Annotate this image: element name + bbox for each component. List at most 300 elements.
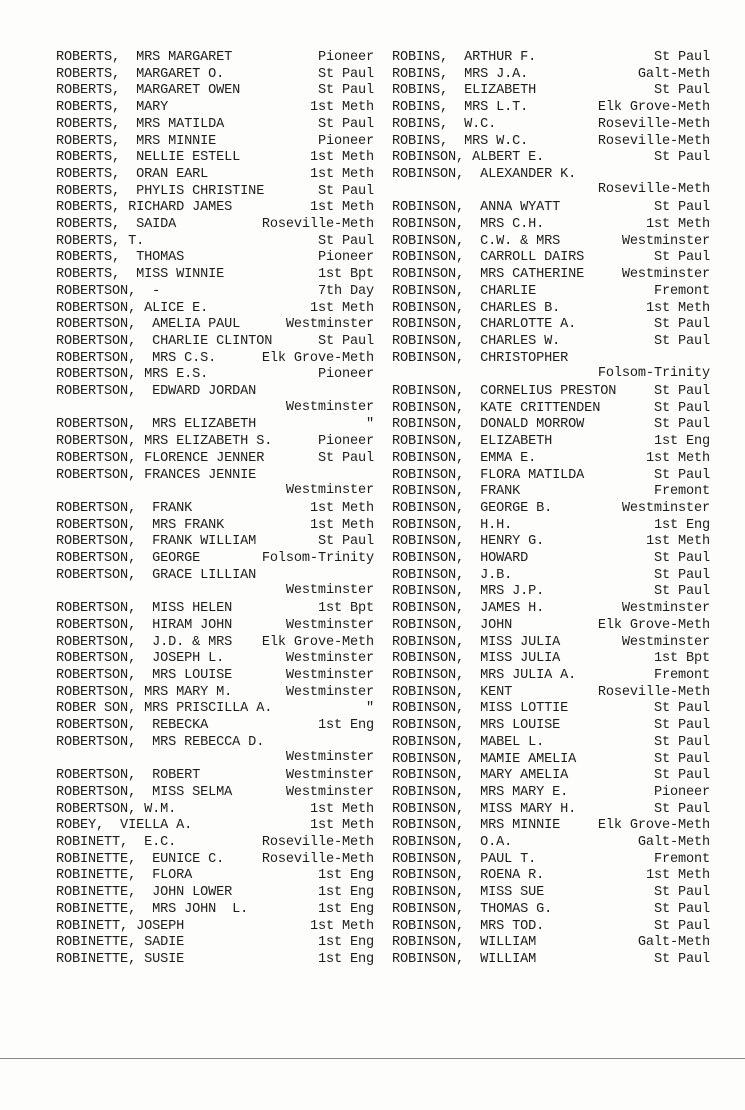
list-item	[56, 417, 374, 434]
entry-name: ROBINSON, H.H.	[392, 517, 513, 533]
list-item	[392, 618, 710, 635]
entry-place: St Paul	[653, 150, 710, 166]
entry-name: ROBINSON, HENRY G.	[392, 534, 545, 550]
list-item	[56, 351, 374, 368]
entry-name: ROBERTS, PHYLIS CHRISTINE	[56, 183, 265, 199]
entry-name: ROBERTSON, MRS ELIZABETH	[56, 417, 257, 433]
entry-name: ROBINETT, E.C.	[56, 834, 177, 850]
entry-name: ROBINSON, THOMAS G.	[392, 901, 553, 917]
entry-place: 7th Day	[317, 283, 374, 299]
list-item	[392, 685, 710, 702]
entry-place: St Paul	[653, 885, 710, 901]
entry-name: ROBINSON, CHARLIE	[392, 283, 537, 299]
list-item	[56, 384, 374, 417]
entry-place: St Paul	[653, 951, 710, 967]
entry-name: ROBINSON, CHARLES B.	[392, 300, 561, 316]
entry-place: Pioneer	[317, 367, 374, 383]
list-item	[392, 50, 710, 67]
list-item	[56, 468, 374, 501]
list-item	[392, 868, 710, 885]
list-item	[392, 401, 710, 418]
list-item	[56, 852, 374, 869]
entry-place: St Paul	[653, 83, 710, 99]
entry-name: ROBINSON, O.A.	[392, 835, 513, 851]
list-item	[392, 484, 710, 501]
list-item	[392, 518, 710, 535]
list-item	[56, 885, 374, 902]
entry-name: ROBINSON, MRS TOD.	[392, 918, 545, 934]
entry-place: 1st Bpt	[317, 601, 374, 617]
entry-place: 1st Meth	[309, 300, 374, 316]
entry-place: Roseville-Meth	[261, 217, 374, 233]
list-item	[56, 217, 374, 234]
entry-name: ROBINETT, JOSEPH	[56, 918, 185, 934]
entry-place: Fremont	[653, 283, 710, 299]
list-item	[392, 802, 710, 819]
list-item	[56, 534, 374, 551]
entry-name: ROBINETTE, FLORA	[56, 868, 193, 884]
entry-name: ROBERTSON, -	[56, 283, 161, 299]
entry-place: Galt-Meth	[637, 935, 710, 951]
list-item	[56, 635, 374, 652]
entry-place: 1st Meth	[309, 100, 374, 116]
list-item	[56, 919, 374, 936]
entry-place: "	[365, 417, 374, 433]
list-item	[392, 67, 710, 84]
list-item	[392, 83, 710, 100]
entry-name: ROBEY, VIELLA A.	[56, 818, 193, 834]
entry-name: ROBINSON, J.B.	[392, 567, 513, 583]
entry-place: Pioneer	[317, 133, 374, 149]
list-item	[56, 67, 374, 84]
list-item	[392, 735, 710, 752]
entry-name: ROBERTS, ORAN EARL	[56, 166, 209, 182]
entry-place: Elk Grove-Meth	[597, 100, 710, 116]
bottom-rule	[0, 1058, 745, 1059]
entry-name: ROBERTS, MARGARET OWEN	[56, 83, 241, 99]
list-item	[392, 301, 710, 318]
entry-name: ROBERTSON, MRS FRANK	[56, 517, 225, 533]
entry-place: "	[365, 701, 374, 717]
entry-name: ROBINSON, JOHN	[392, 617, 513, 633]
entry-name: ROBINS, W.C.	[392, 116, 497, 132]
list-item	[392, 718, 710, 735]
entry-name: ROBERTSON, MRS C.S.	[56, 350, 217, 366]
entry-place: 1st Eng	[653, 517, 710, 533]
entry-place: St Paul	[653, 384, 710, 400]
list-item	[56, 768, 374, 785]
entry-name: ROBINSON, CHARLES W.	[392, 333, 561, 349]
list-item	[392, 351, 710, 384]
entry-place: Pioneer	[653, 784, 710, 800]
list-item	[392, 635, 710, 652]
list-item	[392, 785, 710, 802]
entry-name: ROBERTSON, CHARLIE CLINTON	[56, 333, 273, 349]
list-item	[392, 100, 710, 117]
list-item	[392, 117, 710, 134]
entry-place: St Paul	[653, 801, 710, 817]
entry-name: ROBINSON, MRS MARY E.	[392, 784, 569, 800]
entry-place: 1st Meth	[309, 818, 374, 834]
entry-name: ROBINSON, C.W. & MRS	[392, 233, 561, 249]
entry-name: ROBERTSON, JOSEPH L.	[56, 651, 225, 667]
entry-name: ROBINS, MRS J.A.	[392, 66, 529, 82]
entry-place: Roseville-Meth	[261, 834, 374, 850]
left-column	[56, 50, 374, 969]
entry-place: Westminster	[621, 601, 710, 617]
entry-name: ROBERTSON, ROBERT	[56, 768, 201, 784]
entry-name: ROBINSON, PAUL T.	[392, 851, 537, 867]
entry-name: ROBINSON, MISS LOTTIE	[392, 701, 569, 717]
entry-name: ROBERTSON, J.D. & MRS	[56, 634, 233, 650]
entry-name: ROBERTSON, W.M.	[56, 801, 177, 817]
list-item	[392, 952, 710, 969]
entry-name: ROBERTSON, MRS REBECCA D.	[56, 734, 265, 750]
entry-place: 1st Eng	[317, 901, 374, 917]
entry-place: St Paul	[317, 116, 374, 132]
entry-place: 1st Meth	[645, 868, 710, 884]
list-item	[392, 434, 710, 451]
entry-name: ROBINSON, MISS SUE	[392, 885, 545, 901]
entry-place: Elk Grove-Meth	[597, 617, 710, 633]
entry-place: Westminster	[285, 483, 374, 499]
list-item	[392, 584, 710, 601]
list-item	[56, 50, 374, 67]
entry-place: St Paul	[653, 250, 710, 266]
list-item	[392, 451, 710, 468]
list-item	[392, 334, 710, 351]
entry-name: ROBERTS, T.	[56, 233, 145, 249]
entry-place: 1st Eng	[317, 935, 374, 951]
entry-place: Elk Grove-Meth	[261, 350, 374, 366]
entry-name: ROBERTSON, FRANK WILLIAM	[56, 534, 257, 550]
entry-name: ROBER SON, MRS PRISCILLA A.	[56, 701, 273, 717]
list-item	[392, 267, 710, 284]
entry-place: Westminster	[285, 784, 374, 800]
entry-place: Westminster	[285, 684, 374, 700]
entry-name: ROBINS, MRS W.C.	[392, 133, 529, 149]
entry-name: ROBERTS, MRS MINNIE	[56, 133, 217, 149]
entry-place: 1st Meth	[309, 200, 374, 216]
entry-place: Westminster	[621, 267, 710, 283]
entry-name: ROBERTS, MRS MATILDA	[56, 116, 225, 132]
list-item	[392, 417, 710, 434]
entry-place: Galt-Meth	[637, 835, 710, 851]
entry-place: St Paul	[653, 317, 710, 333]
entry-place: Elk Grove-Meth	[597, 818, 710, 834]
entry-name: ROBERTS, MARGARET O.	[56, 66, 225, 82]
list-item	[56, 618, 374, 635]
list-item	[392, 835, 710, 852]
entry-name: ROBINSON, JAMES H.	[392, 601, 545, 617]
entry-place: Folsom-Trinity	[261, 551, 374, 567]
entry-name: ROBERTS, MRS MARGARET	[56, 50, 233, 65]
list-item	[56, 518, 374, 535]
list-item	[392, 768, 710, 785]
entry-place: St Paul	[317, 534, 374, 550]
list-item	[392, 501, 710, 518]
list-item	[392, 468, 710, 485]
entry-place: St Paul	[317, 183, 374, 199]
list-item	[56, 718, 374, 735]
entry-place: 1st Bpt	[317, 267, 374, 283]
list-item	[392, 551, 710, 568]
entry-place: Fremont	[653, 851, 710, 867]
list-item	[56, 83, 374, 100]
entry-place: Fremont	[653, 484, 710, 500]
entry-name: ROBERTSON, MRS LOUISE	[56, 667, 233, 683]
entry-place: Roseville-Meth	[597, 684, 710, 700]
entry-name: ROBERTSON, FRANK	[56, 500, 193, 516]
entry-name: ROBINSON, ELIZABETH	[392, 434, 553, 450]
entry-place: St Paul	[317, 333, 374, 349]
entry-name: ROBINSON, KENT	[392, 684, 513, 700]
entry-place: St Paul	[653, 333, 710, 349]
list-item	[56, 568, 374, 601]
entry-name: ROBERTSON, GRACE LILLIAN	[56, 567, 257, 583]
list-item	[56, 150, 374, 167]
entry-name: ROBINSON, MRS J.P.	[392, 584, 545, 600]
list-item	[56, 117, 374, 134]
list-item	[392, 852, 710, 869]
list-item	[56, 835, 374, 852]
entry-name: ROBINETTE, EUNICE C.	[56, 851, 225, 867]
list-item	[392, 384, 710, 401]
entry-place: Roseville-Meth	[261, 851, 374, 867]
entry-place: St Paul	[317, 233, 374, 249]
list-item	[56, 818, 374, 835]
list-item	[392, 217, 710, 234]
entry-place: St Paul	[653, 467, 710, 483]
list-item	[56, 234, 374, 251]
entry-name: ROBINS, ELIZABETH	[392, 83, 537, 99]
list-item	[56, 367, 374, 384]
entry-place: 1st Meth	[309, 150, 374, 166]
entry-place: Westminster	[285, 617, 374, 633]
entry-place: 1st Meth	[645, 300, 710, 316]
entry-name: ROBINSON, WILLIAM	[392, 935, 537, 951]
list-item	[56, 501, 374, 518]
entry-place: 1st Meth	[309, 500, 374, 516]
entry-place: St Paul	[653, 567, 710, 583]
entry-place: St Paul	[653, 400, 710, 416]
list-item	[392, 818, 710, 835]
list-item	[56, 952, 374, 969]
entry-name: ROBERTSON, HIRAM JOHN	[56, 617, 233, 633]
entry-name: ROBINSON, CARROLL DAIRS	[392, 250, 585, 266]
list-item	[56, 802, 374, 819]
entry-name: ROBINSON, MRS MINNIE	[392, 818, 561, 834]
list-item	[56, 334, 374, 351]
list-item	[56, 735, 374, 768]
entry-place: Roseville-Meth	[597, 133, 710, 149]
entry-place: Pioneer	[317, 250, 374, 266]
entry-name: ROBERTSON, EDWARD JORDAN	[56, 384, 257, 400]
list-item	[56, 100, 374, 117]
list-item	[56, 785, 374, 802]
entry-name: ROBINSON, EMMA E.	[392, 450, 537, 466]
list-item	[56, 134, 374, 151]
list-item	[392, 701, 710, 718]
right-column	[392, 50, 710, 969]
entry-name: ROBINSON, MRS C.H.	[392, 217, 545, 233]
entry-place: 1st Eng	[317, 718, 374, 734]
list-item	[392, 601, 710, 618]
entry-name: ROBINSON, MISS JULIA	[392, 634, 561, 650]
entry-name: ROBERTS, MARY	[56, 100, 169, 116]
list-item	[392, 134, 710, 151]
entry-place: St Paul	[653, 718, 710, 734]
entry-name: ROBINSON, DONALD MORROW	[392, 417, 585, 433]
entry-place: Elk Grove-Meth	[261, 634, 374, 650]
list-item	[56, 250, 374, 267]
list-item	[56, 317, 374, 334]
entry-name: ROBERTSON, REBECKA	[56, 718, 209, 734]
entry-place: St Paul	[653, 901, 710, 917]
list-item	[56, 701, 374, 718]
entry-place: 1st Meth	[645, 534, 710, 550]
list-item	[392, 668, 710, 685]
entry-name: ROBINSON, WILLIAM	[392, 951, 537, 967]
list-item	[56, 868, 374, 885]
list-item	[56, 301, 374, 318]
list-item	[392, 534, 710, 551]
list-item	[56, 668, 374, 685]
entry-name: ROBINSON, KATE CRITTENDEN	[392, 400, 601, 416]
entry-name: ROBERTSON, MRS MARY M.	[56, 684, 233, 700]
list-item	[56, 167, 374, 184]
entry-name: ROBERTS, MISS WINNIE	[56, 267, 225, 283]
entry-name: ROBINETTE, JOHN LOWER	[56, 885, 233, 901]
list-item	[392, 234, 710, 251]
entry-place: Westminster	[621, 500, 710, 516]
entry-name: ROBERTSON, MISS HELEN	[56, 601, 233, 617]
entry-name: ROBERTSON, MRS ELIZABETH S.	[56, 434, 273, 450]
entry-place: St Paul	[653, 734, 710, 750]
entry-place: Pioneer	[317, 434, 374, 450]
entry-place: St Paul	[653, 50, 710, 65]
entry-place: St Paul	[653, 701, 710, 717]
entry-name: ROBINSON, CORNELIUS PRESTON	[392, 384, 617, 400]
entry-place: Westminster	[621, 634, 710, 650]
entry-name: ROBINSON, CHRISTOPHER	[392, 350, 569, 366]
list-item	[392, 902, 710, 919]
entry-place: Roseville-Meth	[597, 182, 710, 198]
entry-place: Roseville-Meth	[597, 116, 710, 132]
list-item	[392, 150, 710, 167]
entry-place: St Paul	[653, 584, 710, 600]
entry-place: Fremont	[653, 667, 710, 683]
entry-name: ROBINETTE, SUSIE	[56, 951, 185, 967]
list-item	[392, 317, 710, 334]
entry-place: St Paul	[317, 83, 374, 99]
entry-name: ROBINS, ARTHUR F.	[392, 50, 537, 65]
entry-place: Westminster	[285, 651, 374, 667]
entry-name: ROBINSON, MISS JULIA	[392, 651, 561, 667]
list-item	[56, 451, 374, 468]
list-item	[56, 184, 374, 201]
entry-name: ROBINSON, MRS CATHERINE	[392, 267, 585, 283]
entry-name: ROBINSON, MISS MARY H.	[392, 801, 577, 817]
entry-name: ROBINSON, GEORGE B.	[392, 500, 553, 516]
list-item	[392, 250, 710, 267]
entry-name: ROBERTSON, AMELIA PAUL	[56, 317, 241, 333]
list-item	[56, 284, 374, 301]
list-item	[56, 200, 374, 217]
entry-place: Pioneer	[317, 50, 374, 65]
list-item	[56, 935, 374, 952]
entry-name: ROBINSON, ALBERT E.	[392, 150, 545, 166]
entry-name: ROBINETTE, MRS JOHN L.	[56, 901, 249, 917]
entry-place: St Paul	[317, 66, 374, 82]
list-item	[56, 651, 374, 668]
entry-name: ROBINSON, ROENA R.	[392, 868, 545, 884]
entry-place: St Paul	[317, 450, 374, 466]
list-item	[56, 267, 374, 284]
list-item	[56, 902, 374, 919]
list-item	[56, 685, 374, 702]
entry-place: St Paul	[653, 551, 710, 567]
list-item	[392, 885, 710, 902]
entry-name: ROBINSON, FLORA MATILDA	[392, 467, 585, 483]
entry-place: 1st Meth	[309, 918, 374, 934]
list-item	[392, 919, 710, 936]
entry-name: ROBERTSON, GEORGE	[56, 551, 201, 567]
entry-name: ROBERTSON, FRANCES JENNIE	[56, 467, 257, 483]
entry-place: 1st Meth	[309, 166, 374, 182]
entry-place: Westminster	[285, 317, 374, 333]
entry-name: ROBINSON, MRS JULIA A.	[392, 667, 577, 683]
entry-place: 1st Eng	[317, 885, 374, 901]
entry-name: ROBERTS, THOMAS	[56, 250, 185, 266]
list-item	[392, 568, 710, 585]
entry-name: ROBINSON, ALEXANDER K.	[392, 166, 577, 182]
entry-place: Westminster	[285, 750, 374, 766]
list-item	[392, 752, 710, 769]
entry-place: Westminster	[285, 583, 374, 599]
entry-place: Westminster	[285, 768, 374, 784]
entry-place: 1st Meth	[645, 217, 710, 233]
entry-place: St Paul	[653, 417, 710, 433]
entry-name: ROBERTS, NELLIE ESTELL	[56, 150, 241, 166]
entry-name: ROBINSON, HOWARD	[392, 551, 529, 567]
entry-place: 1st Meth	[309, 517, 374, 533]
entry-name: ROBINSON, ANNA WYATT	[392, 200, 561, 216]
entry-place: Westminster	[621, 233, 710, 249]
entry-name: ROBERTSON, MRS E.S.	[56, 367, 209, 383]
entry-name: ROBINSON, MABEL L.	[392, 734, 545, 750]
entry-place: St Paul	[653, 200, 710, 216]
list-item	[392, 284, 710, 301]
list-item	[392, 167, 710, 200]
entry-name: ROBERTS, SAIDA	[56, 217, 177, 233]
entry-name: ROBERTS, RICHARD JAMES	[56, 200, 233, 216]
entry-name: ROBINSON, MAMIE AMELIA	[392, 751, 577, 767]
entry-name: ROBINETTE, SADIE	[56, 935, 185, 951]
entry-place: Westminster	[285, 399, 374, 415]
entry-name: ROBERTSON, FLORENCE JENNER	[56, 450, 265, 466]
entry-place: St Paul	[653, 918, 710, 934]
list-item	[56, 601, 374, 618]
entry-place: 1st Eng	[317, 868, 374, 884]
entry-place: 1st Eng	[653, 434, 710, 450]
list-item	[392, 651, 710, 668]
entry-name: ROBINS, MRS L.T.	[392, 100, 529, 116]
entry-place: Folsom-Trinity	[597, 366, 710, 382]
list-item	[392, 935, 710, 952]
entry-name: ROBINSON, FRANK	[392, 484, 521, 500]
list-item	[392, 200, 710, 217]
